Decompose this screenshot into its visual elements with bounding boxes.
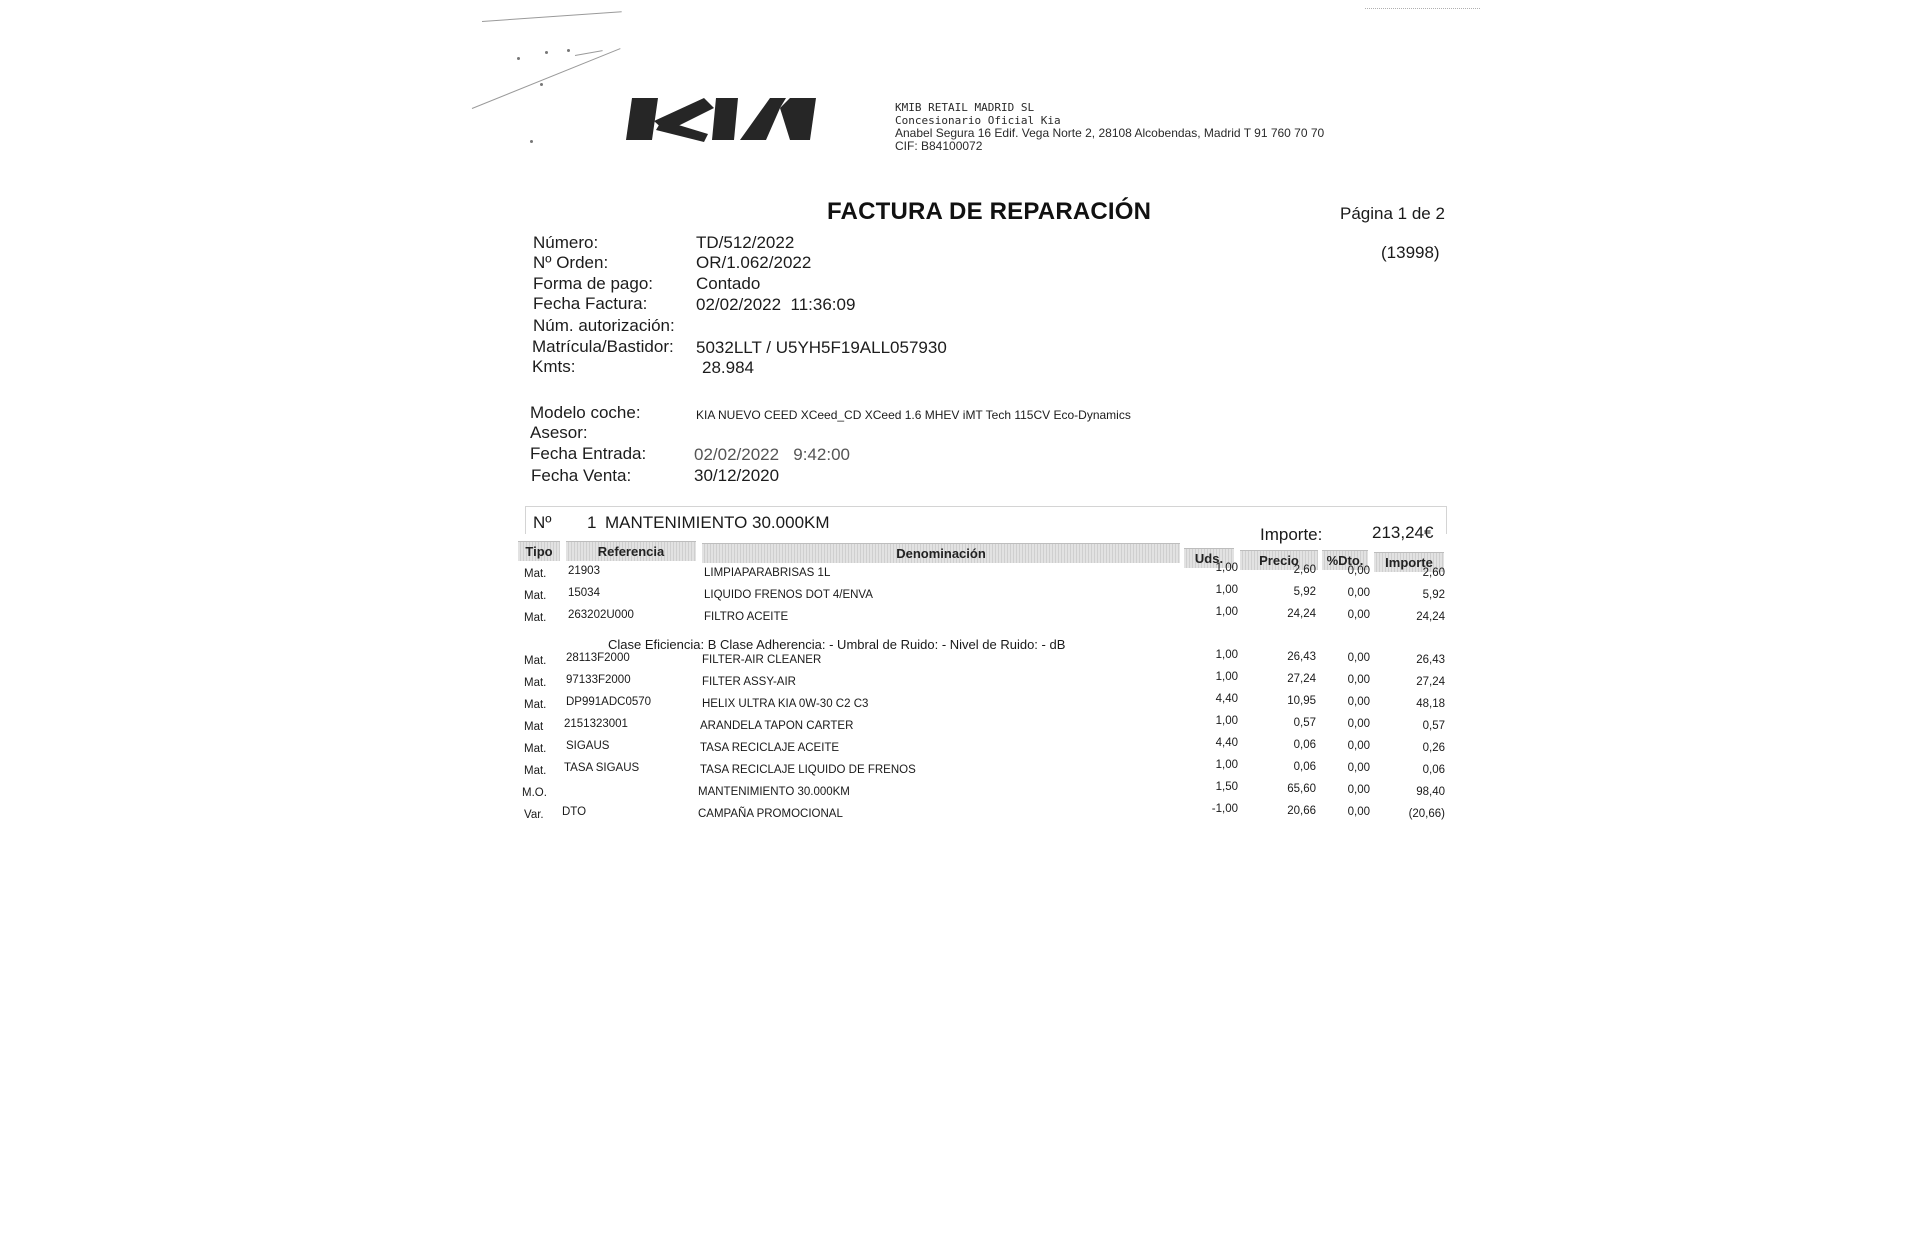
row-precio: 26,43	[1287, 651, 1316, 663]
row-denominacion: TASA RECICLAJE LIQUIDO DE FRENOS	[700, 764, 916, 776]
numero-value: TD/512/2022	[696, 233, 795, 252]
row-referencia: 15034	[568, 587, 600, 599]
scan-mark	[1365, 8, 1480, 9]
column-header-denominacion: Denominación	[702, 543, 1180, 563]
column-header-precio: Precio	[1240, 550, 1318, 570]
row-referencia: 28113F2000	[566, 652, 630, 664]
row-precio: 0,06	[1293, 761, 1316, 773]
column-header-referencia: Referencia	[566, 541, 696, 561]
row-denominacion: LIQUIDO FRENOS DOT 4/ENVA	[704, 589, 873, 601]
row-denominacion: LIMPIAPARABRISAS 1L	[704, 567, 831, 579]
row-tipo: Mat.	[524, 590, 547, 602]
row-precio: 10,95	[1287, 695, 1316, 707]
kia-logo	[620, 94, 830, 151]
fecha-entrada-value: 02/02/2022 9:42:00	[694, 445, 850, 464]
modelo-value: KIA NUEVO CEED XCeed_CD XCeed 1.6 MHEV iMT Tech 115CV Eco-Dynamics	[696, 408, 1131, 422]
row-dto: 0,00	[1347, 762, 1370, 774]
row-precio: 24,24	[1287, 608, 1316, 620]
row-referencia: SIGAUS	[566, 740, 610, 752]
row-uds: 4,40	[1215, 737, 1238, 749]
row-denominacion: MANTENIMIENTO 30.000KM	[698, 786, 850, 798]
kmts-label: Kmts:	[532, 357, 576, 376]
modelo-label: Modelo coche:	[530, 403, 641, 422]
row-referencia: 97133F2000	[566, 674, 631, 686]
orden-value: OR/1.062/2022	[696, 253, 812, 272]
page-title: FACTURA DE REPARACIÓN	[827, 198, 1152, 225]
section-number: 1	[587, 513, 597, 532]
row-precio: 27,24	[1287, 673, 1316, 685]
row-importe: 98,40	[1416, 786, 1445, 798]
row-dto: 0,00	[1347, 718, 1370, 730]
company-subtitle: Concesionario Oficial Kia	[895, 114, 1061, 127]
company-address: Anabel Segura 16 Edif. Vega Norte 2, 28108 Alcobendas, Madrid T 91 760 70 70	[895, 126, 1325, 140]
row-uds: 1,00	[1215, 562, 1238, 574]
row-tipo: Var.	[524, 809, 544, 821]
company-cif: CIF: B84100072	[895, 139, 983, 153]
row-importe: 26,43	[1416, 654, 1445, 666]
asesor-label: Asesor:	[530, 423, 588, 442]
row-denominacion: FILTRO ACEITE	[704, 611, 789, 623]
row-importe: 48,18	[1416, 698, 1445, 710]
reference-code: (13998)	[1381, 243, 1440, 262]
company-name: KMIB RETAIL MADRID SL	[895, 101, 1035, 114]
row-dto: 0,00	[1347, 652, 1370, 664]
row-importe: 0,06	[1422, 764, 1445, 776]
row-precio: 2,60	[1293, 564, 1316, 576]
section-name: MANTENIMIENTO 30.000KM	[605, 513, 830, 532]
row-importe: 27,24	[1416, 676, 1445, 688]
row-tipo: Mat.	[524, 699, 547, 711]
kmts-value: 28.984	[702, 358, 754, 377]
row-tipo: Mat	[524, 721, 544, 733]
row-importe: 0,26	[1422, 742, 1445, 754]
section-importe-value: 213,24€	[1372, 523, 1434, 542]
scan-mark	[482, 11, 622, 22]
row-precio: 0,06	[1293, 739, 1316, 751]
row-importe: 24,24	[1416, 611, 1445, 623]
row-dto: 0,00	[1347, 740, 1370, 752]
scan-dot	[567, 49, 570, 52]
row-tipo: Mat.	[524, 612, 547, 624]
row-dto: 0,00	[1347, 609, 1370, 621]
scan-dot	[545, 51, 548, 54]
row-uds: 1,00	[1215, 584, 1238, 596]
row-precio: 65,60	[1287, 783, 1316, 795]
row-dto: 0,00	[1347, 587, 1370, 599]
row-precio: 0,57	[1293, 717, 1316, 729]
forma-pago-label: Forma de pago:	[533, 274, 654, 293]
fecha-venta-value: 30/12/2020	[694, 466, 780, 485]
row-uds: 1,00	[1215, 759, 1238, 771]
company-info	[895, 101, 1324, 153]
row-dto: 0,00	[1347, 784, 1370, 796]
scan-mark	[575, 50, 603, 56]
row-referencia: 2151323001	[564, 718, 628, 730]
row-denominacion: FILTER-AIR CLEANER	[702, 654, 822, 666]
row-denominacion: FILTER ASSY-AIR	[702, 676, 796, 688]
row-dto: 0,00	[1347, 565, 1370, 577]
numero-label: Número:	[533, 233, 599, 252]
row-denominacion: ARANDELA TAPON CARTER	[700, 720, 854, 732]
column-header-dto: %Dto.	[1322, 550, 1368, 570]
scan-dot	[540, 83, 543, 86]
row-referencia: 21903	[568, 565, 600, 577]
row-tipo: Mat.	[524, 568, 547, 580]
row-tipo: M.O.	[522, 787, 547, 799]
row-tipo: Mat.	[524, 743, 547, 755]
row-uds: 1,00	[1215, 606, 1238, 618]
row-denominacion: TASA RECICLAJE ACEITE	[700, 742, 840, 754]
scan-mark	[472, 48, 621, 109]
scan-dot	[517, 57, 520, 60]
row-uds: 1,50	[1215, 781, 1238, 793]
row-dto: 0,00	[1347, 674, 1370, 686]
section-importe-label: Importe:	[1260, 525, 1323, 544]
row-referencia: TASA SIGAUS	[564, 762, 640, 774]
fecha-factura-value: 02/02/2022 11:36:09	[696, 295, 856, 314]
row-importe: 0,57	[1422, 720, 1445, 732]
column-header-tipo: Tipo	[518, 541, 560, 561]
forma-pago-value: Contado	[696, 274, 761, 293]
row-uds: 1,00	[1215, 671, 1238, 683]
row-importe: (20,66)	[1408, 808, 1445, 820]
scan-dot	[530, 140, 533, 143]
row-uds: 1,00	[1215, 649, 1238, 661]
row-tipo: Mat.	[524, 765, 547, 777]
row-tipo: Mat.	[524, 677, 547, 689]
row-denominacion: CAMPAÑA PROMOCIONAL	[698, 808, 843, 820]
row-referencia: DP991ADC0570	[566, 696, 652, 708]
page-number: Página 1 de 2	[1340, 204, 1445, 223]
section-n-label: Nº	[533, 513, 552, 532]
row-precio: 20,66	[1287, 805, 1316, 817]
row-importe: 5,92	[1422, 589, 1445, 601]
matricula-value: 5032LLT / U5YH5F19ALL057930	[696, 338, 947, 357]
row-referencia: 263202U000	[568, 609, 634, 621]
row-uds: -1,00	[1211, 803, 1238, 815]
row-denominacion: HELIX ULTRA KIA 0W-30 C2 C3	[702, 698, 869, 710]
row-uds: 4,40	[1215, 693, 1238, 705]
row-dto: 0,00	[1347, 806, 1370, 818]
fecha-factura-label: Fecha Factura:	[533, 294, 648, 313]
num-autorizacion-label: Núm. autorización:	[533, 316, 675, 335]
row-precio: 5,92	[1293, 586, 1316, 598]
column-header-importe: Importe	[1374, 552, 1444, 572]
column-header-uds: Uds.	[1184, 548, 1234, 568]
matricula-label: Matrícula/Bastidor:	[532, 337, 674, 356]
row-dto: 0,00	[1347, 696, 1370, 708]
row-referencia: DTO	[562, 806, 587, 818]
row-tipo: Mat.	[524, 655, 547, 667]
fecha-entrada-label: Fecha Entrada:	[530, 444, 647, 463]
row-uds: 1,00	[1215, 715, 1238, 727]
efficiency-note: Clase Eficiencia: B Clase Adherencia: - Umbral de Ruido: - Nivel de Ruido: - dB	[608, 637, 1066, 652]
orden-label: Nº Orden:	[533, 253, 609, 272]
fecha-venta-label: Fecha Venta:	[531, 466, 632, 485]
row-importe: 2,60	[1422, 567, 1445, 579]
